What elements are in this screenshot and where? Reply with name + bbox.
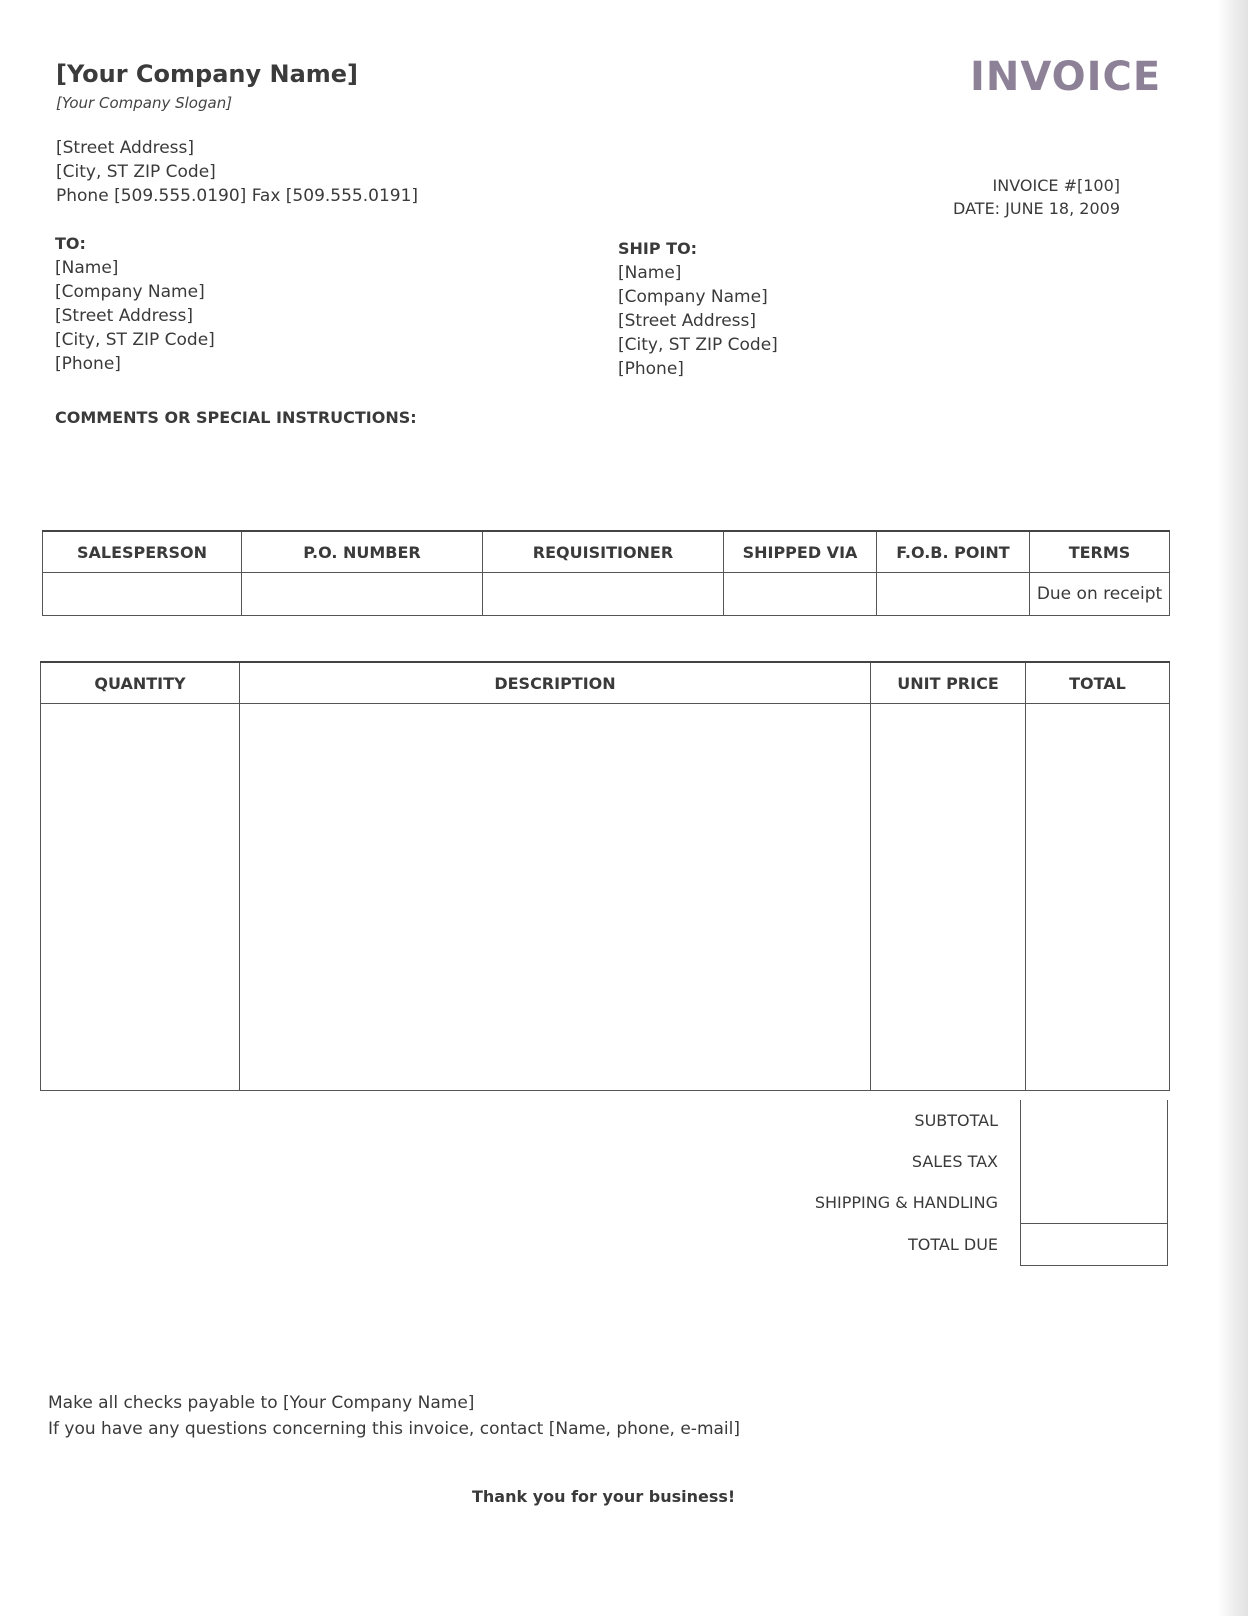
sales-tax-label: SALES TAX: [911, 1152, 999, 1171]
bill-to-block: [55, 232, 215, 376]
company-city: [City, ST ZIP Code]: [56, 162, 216, 182]
ship-to-label: SHIP TO:: [618, 239, 698, 258]
salesperson-header: SALESPERSON: [43, 531, 242, 573]
line-items-body-row: [41, 704, 1170, 1091]
order-info-value-row: [43, 573, 1170, 616]
line-items-header-row: [41, 662, 1170, 704]
questions-contact-text: If you have any questions concerning this invoice, contact [Name, phone, e-mail]: [48, 1419, 740, 1439]
bill-to-label: TO:: [55, 234, 86, 253]
order-info-header-row: [43, 531, 1170, 573]
requisitioner-header: REQUISITIONER: [483, 531, 724, 573]
requisitioner-cell[interactable]: [483, 573, 724, 616]
terms-header: TERMS: [1030, 531, 1170, 573]
terms-cell[interactable]: Due on receipt: [1030, 573, 1170, 616]
footer-notes: [48, 1390, 740, 1442]
subtotal-value[interactable]: [1021, 1100, 1168, 1141]
salesperson-cell[interactable]: [43, 573, 242, 616]
bill-to-company: [Company Name]: [55, 282, 205, 302]
description-header: DESCRIPTION: [240, 662, 871, 704]
invoice-date: DATE: JUNE 18, 2009: [953, 199, 1120, 218]
subtotal-label: SUBTOTAL: [914, 1111, 999, 1130]
total-due-row: [700, 1224, 1168, 1266]
po-number-cell[interactable]: [242, 573, 483, 616]
bill-to-street: [Street Address]: [55, 306, 194, 326]
line-items-table: [40, 661, 1170, 1091]
total-due-label: TOTAL DUE: [908, 1235, 999, 1254]
sales-tax-value[interactable]: [1021, 1141, 1168, 1182]
quantity-header: QUANTITY: [41, 662, 240, 704]
fob-point-header: F.O.B. POINT: [877, 531, 1030, 573]
total-cell[interactable]: [1026, 704, 1170, 1091]
unit-price-cell[interactable]: [871, 704, 1026, 1091]
shipped-via-cell[interactable]: [724, 573, 877, 616]
shipping-row: [700, 1182, 1168, 1224]
checks-payable-text: Make all checks payable to [Your Company Name]: [48, 1393, 475, 1413]
comments-label: COMMENTS OR SPECIAL INSTRUCTIONS:: [55, 408, 417, 427]
invoice-meta: [953, 174, 1120, 220]
shipping-value[interactable]: [1021, 1182, 1168, 1224]
ship-to-company: [Company Name]: [618, 287, 768, 307]
company-address: [56, 136, 418, 208]
subtotal-row: [700, 1100, 1168, 1141]
po-number-header: P.O. NUMBER: [242, 531, 483, 573]
ship-to-street: [Street Address]: [618, 311, 757, 331]
thank-you-text: Thank you for your business!: [472, 1487, 736, 1506]
company-street: [Street Address]: [56, 138, 195, 158]
sales-tax-row: [700, 1141, 1168, 1182]
bill-to-name: [Name]: [55, 258, 119, 278]
company-name: [Your Company Name]: [56, 60, 359, 88]
shipping-label: SHIPPING & HANDLING: [814, 1193, 999, 1213]
ship-to-name: [Name]: [618, 263, 682, 283]
totals-table: [700, 1100, 1168, 1266]
bill-to-city: [City, ST ZIP Code]: [55, 330, 215, 350]
total-header: TOTAL: [1026, 662, 1170, 704]
total-due-value[interactable]: [1021, 1224, 1168, 1266]
invoice-number: INVOICE #[100]: [992, 176, 1120, 195]
quantity-cell[interactable]: [41, 704, 240, 1091]
fob-point-cell[interactable]: [877, 573, 1030, 616]
bill-to-phone: [Phone]: [55, 354, 121, 374]
company-slogan: [Your Company Slogan]: [56, 94, 233, 112]
ship-to-phone: [Phone]: [618, 359, 684, 379]
company-phone-fax: Phone [509.555.0190] Fax [509.555.0191]: [56, 186, 419, 206]
shipped-via-header: SHIPPED VIA: [724, 531, 877, 573]
description-cell[interactable]: [240, 704, 871, 1091]
unit-price-header: UNIT PRICE: [871, 662, 1026, 704]
invoice-title: INVOICE: [970, 54, 1162, 100]
page-edge-shadow: [1218, 0, 1248, 1616]
ship-to-city: [City, ST ZIP Code]: [618, 335, 778, 355]
ship-to-block: [618, 237, 778, 381]
order-info-table: [42, 530, 1170, 616]
